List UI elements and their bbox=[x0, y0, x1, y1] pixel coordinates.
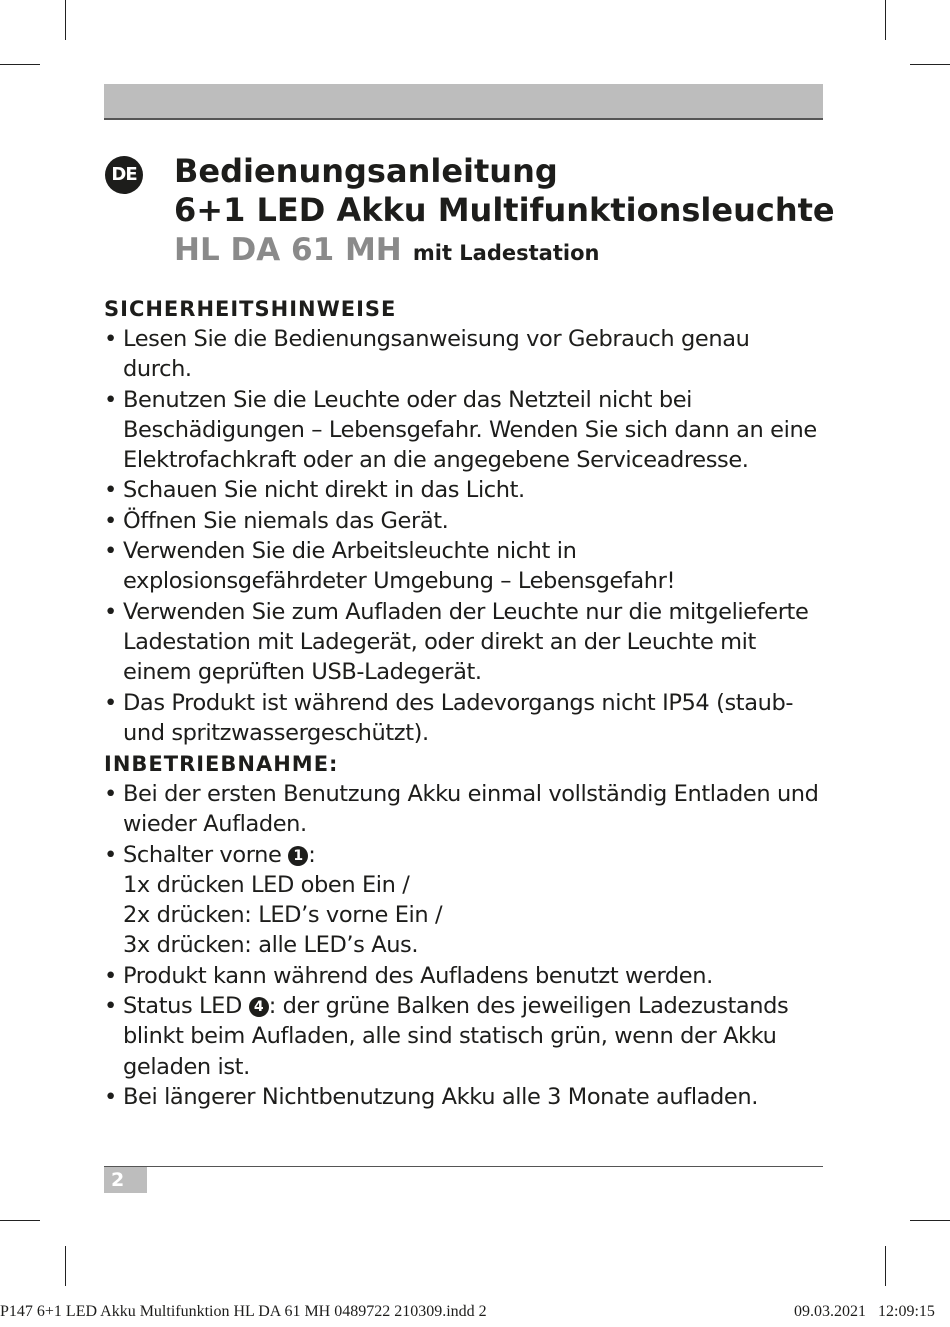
model-line bbox=[174, 230, 835, 273]
status-led-label: Status LED bbox=[123, 993, 242, 1020]
switch-label: Schalter vorne bbox=[123, 841, 282, 868]
model-name: HL DA 61 MH bbox=[174, 232, 402, 268]
switch-colon: : bbox=[308, 841, 316, 868]
number-1-badge-icon: 1 bbox=[288, 846, 308, 866]
list-item: • Schauen Sie nicht direkt in das Licht. bbox=[104, 475, 824, 505]
crop-mark bbox=[910, 64, 950, 65]
page-number: 2 bbox=[104, 1167, 147, 1193]
title-line-2: 6+1 LED Akku Multifunktionsleuchte bbox=[174, 191, 835, 229]
crop-mark bbox=[0, 64, 40, 65]
print-timestamp bbox=[794, 1303, 935, 1321]
footer-rule bbox=[104, 1166, 823, 1167]
model-suffix: mit Ladestation bbox=[412, 241, 600, 265]
safety-list bbox=[104, 324, 824, 748]
crop-mark bbox=[910, 1220, 950, 1221]
print-date: 09.03.2021 bbox=[794, 1303, 866, 1320]
switch-step: 2x drücken: LED’s vorne Ein / bbox=[123, 902, 443, 929]
list-item: • Bei längerer Nichtbenutzung Akku alle 3 Monate aufladen. bbox=[104, 1082, 824, 1112]
print-time: 12:09:15 bbox=[878, 1303, 935, 1320]
safety-heading: SICHERHEITSHINWEISE bbox=[104, 297, 397, 321]
header-rule bbox=[104, 118, 823, 120]
list-item: • Das Produkt ist während des Ladevorgangs nicht IP54 (staub- und spritzwassergeschützt). bbox=[104, 688, 824, 749]
switch-step: 3x drücken: alle LED’s Aus. bbox=[123, 932, 419, 959]
header-bar bbox=[104, 84, 823, 118]
startup-section bbox=[104, 749, 824, 1112]
list-item: • Lesen Sie die Bedienungsanweisung vor Gebrauch genau durch. bbox=[104, 324, 824, 385]
crop-mark bbox=[885, 0, 886, 40]
list-item bbox=[104, 840, 824, 961]
title-line-1: Bedienungsanleitung bbox=[174, 152, 558, 190]
startup-heading: INBETRIEBNAHME: bbox=[104, 752, 339, 776]
list-item: • Verwenden Sie zum Aufladen der Leuchte nur die mitgelieferte Ladestation mit Ladegerät, oder direkt an der Leuchte mit einem geprüften USB-Ladegerät. bbox=[104, 597, 824, 688]
list-item: • Bei der ersten Benutzung Akku einmal vollständig Entladen und wieder Aufladen. bbox=[104, 779, 824, 840]
crop-mark bbox=[65, 0, 66, 40]
list-item: • Öffnen Sie niemals das Gerät. bbox=[104, 506, 824, 536]
list-item: • Benutzen Sie die Leuchte oder das Netzteil nicht bei Beschädigungen – Lebensgefahr. Wenden Sie sich dann an eine Elektrofachkraft oder an die angegebene Serviceadresse. bbox=[104, 385, 824, 476]
crop-mark bbox=[0, 1220, 40, 1221]
list-item: • Produkt kann während des Aufladens benutzt werden. bbox=[104, 961, 824, 991]
crop-mark bbox=[65, 1246, 66, 1286]
status-led-text: : der grüne Balken des jeweiligen Ladezustands blinkt beim Aufladen, alle sind statisch grün, wenn der Akku geladen ist. bbox=[123, 993, 789, 1080]
startup-list bbox=[104, 779, 824, 1112]
list-item: • Verwenden Sie die Arbeitsleuchte nicht in explosionsgefährdeter Umgebung – Lebensgefahr! bbox=[104, 536, 824, 597]
number-4-badge-icon: 4 bbox=[249, 997, 269, 1017]
language-badge: DE bbox=[105, 156, 143, 194]
switch-step: 1x drücken LED oben Ein / bbox=[123, 871, 410, 898]
print-file-info: P147 6+1 LED Akku Multifunktion HL DA 61 MH 0489722 210309.indd 2 bbox=[0, 1303, 487, 1320]
safety-section bbox=[104, 294, 824, 748]
crop-mark bbox=[885, 1246, 886, 1286]
document-title bbox=[174, 152, 835, 273]
list-item bbox=[104, 991, 824, 1082]
